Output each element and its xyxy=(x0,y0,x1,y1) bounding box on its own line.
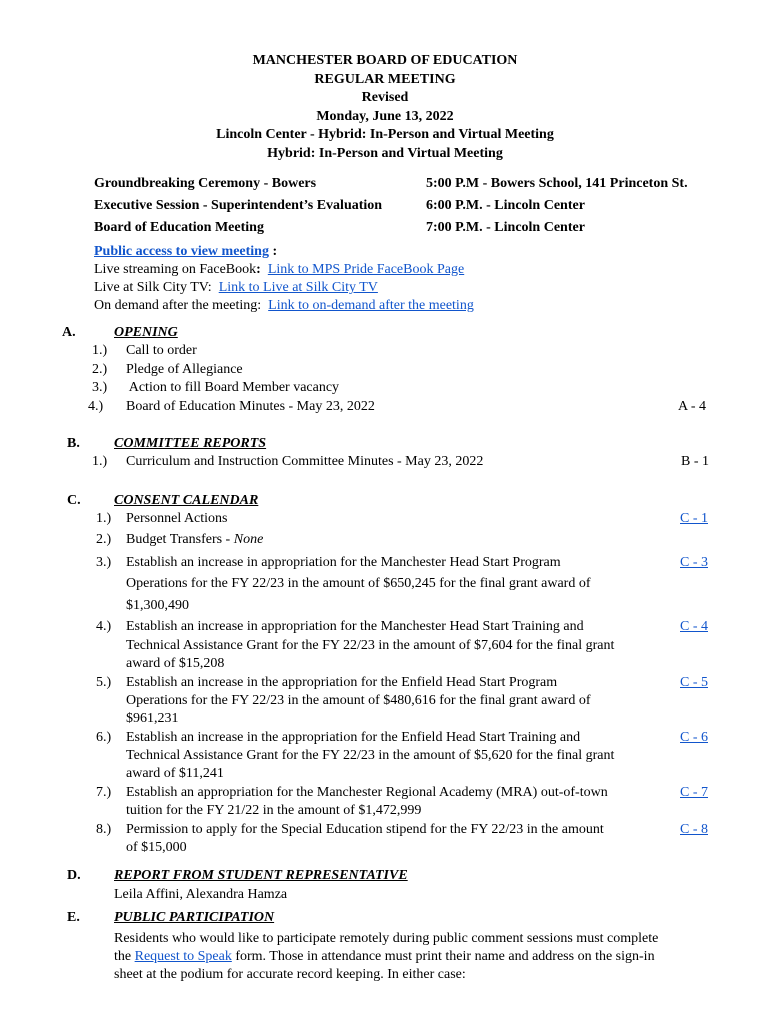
section-letter: A. xyxy=(62,325,76,340)
item-number: 3.) xyxy=(92,380,108,395)
item-reference-link[interactable]: C - 5 xyxy=(680,675,708,690)
facebook-line xyxy=(94,261,464,279)
item-number: 2.) xyxy=(96,532,112,547)
item-number: 3.) xyxy=(96,555,112,570)
item-text: Call to order xyxy=(126,343,197,358)
item-text: Establish an increase in the appropriation for the Enfield Head Start Training and xyxy=(126,730,581,745)
schedule-time: 5:00 P.M - Bowers School, 141 Princeton St. xyxy=(426,176,688,191)
section-title: OPENING xyxy=(114,325,178,340)
item-text: Budget Transfers - None xyxy=(126,532,264,547)
participation-text: sheet at the podium for accurate record keeping. In either case: xyxy=(114,967,466,982)
item-text: of $15,000 xyxy=(126,840,187,855)
item-text: $1,300,490 xyxy=(126,598,189,613)
item-text: Personnel Actions xyxy=(126,511,228,526)
item-reference-link[interactable]: C - 6 xyxy=(680,730,708,745)
public-access-heading xyxy=(94,243,277,261)
item-number: 1.) xyxy=(96,511,112,526)
section-title: REPORT FROM STUDENT REPRESENTATIVE xyxy=(114,868,408,883)
item-text: tuition for the FY 21/22 in the amount of $1,472,999 xyxy=(126,803,422,818)
section-letter: B. xyxy=(67,436,80,451)
header-format: Hybrid: In-Person and Virtual Meeting xyxy=(267,145,503,161)
item-reference-link[interactable]: C - 4 xyxy=(680,619,708,634)
item-reference: B - 1 xyxy=(681,454,709,469)
item-text: Operations for the FY 22/23 in the amount of $650,245 for the final grant award of xyxy=(126,576,591,591)
header-location: Lincoln Center - Hybrid: In-Person and Virtual Meeting xyxy=(216,127,554,142)
request-to-speak-link[interactable]: Request to Speak xyxy=(134,949,232,964)
on-demand-label: On demand after the meeting: xyxy=(94,298,262,313)
item-text: Technical Assistance Grant for the FY 22/23 in the amount of $7,604 for the final grant xyxy=(126,638,615,653)
header-date: Monday, June 13, 2022 xyxy=(316,108,454,124)
item-number: 5.) xyxy=(96,675,112,690)
item-number: 1.) xyxy=(92,343,108,358)
item-number: 6.) xyxy=(96,730,112,745)
item-text: Establish an increase in appropriation for the Manchester Head Start Training and xyxy=(126,619,584,634)
item-text: Pledge of Allegiance xyxy=(126,362,243,377)
section-title: PUBLIC PARTICIPATION xyxy=(114,910,275,925)
participation-text: Residents who would like to participate remotely during public comment sessions must complete xyxy=(114,931,659,946)
facebook-colon: : xyxy=(256,262,261,277)
schedule-event: Groundbreaking Ceremony - Bowers xyxy=(94,176,317,191)
participation-text: the Request to Speak form. Those in attendance must print their name and address on the sign-in xyxy=(114,949,655,964)
schedule-event: Executive Session - Superintendent’s Evaluation xyxy=(94,198,383,213)
silk-city-label: Live at Silk City TV: xyxy=(94,280,212,295)
item-number: 1.) xyxy=(92,454,108,469)
section-title: CONSENT CALENDAR xyxy=(114,493,259,508)
student-names: Leila Affini, Alexandra Hamza xyxy=(114,887,288,902)
public-access-colon: : xyxy=(268,244,278,259)
section-letter: D. xyxy=(67,868,81,883)
schedule-event: Board of Education Meeting xyxy=(94,220,264,235)
section-title: COMMITTEE REPORTS xyxy=(114,436,267,451)
item-reference-link[interactable]: C - 7 xyxy=(680,785,708,800)
on-demand-line xyxy=(94,297,474,315)
item-text: Operations for the FY 22/23 in the amount of $480,616 for the final grant award of xyxy=(126,693,591,708)
item-text: award of $15,208 xyxy=(126,656,225,671)
section-letter: C. xyxy=(67,493,81,508)
silk-city-link[interactable]: Link to Live at Silk City TV xyxy=(218,280,378,295)
facebook-link[interactable]: Link to MPS Pride FaceBook Page xyxy=(267,262,465,277)
schedule-time: 6:00 P.M. - Lincoln Center xyxy=(426,198,585,213)
facebook-label: Live streaming on FaceBook xyxy=(94,262,257,277)
item-text: $961,231 xyxy=(126,711,179,726)
item-text: Action to fill Board Member vacancy xyxy=(126,380,340,395)
item-text: Establish an increase in the appropriation for the Enfield Head Start Program xyxy=(126,675,558,690)
item-text: award of $11,241 xyxy=(126,766,224,781)
item-reference: A - 4 xyxy=(678,399,706,414)
item-number: 4.) xyxy=(96,619,112,634)
item-text: Establish an increase in appropriation for the Manchester Head Start Program xyxy=(126,555,561,570)
item-number: 7.) xyxy=(96,785,112,800)
item-text: Permission to apply for the Special Education stipend for the FY 22/23 in the amount xyxy=(126,822,604,837)
item-number: 8.) xyxy=(96,822,112,837)
item-text: Curriculum and Instruction Committee Minutes - May 23, 2022 xyxy=(126,454,484,469)
item-reference-link[interactable]: C - 1 xyxy=(680,511,708,526)
item-reference-link[interactable]: C - 8 xyxy=(680,822,708,837)
document-header xyxy=(0,52,770,163)
item-reference-link[interactable]: C - 3 xyxy=(680,555,708,570)
public-access-link[interactable]: Public access to view meeting xyxy=(94,244,269,259)
header-title: MANCHESTER BOARD OF EDUCATION xyxy=(252,53,518,68)
item-number: 4.) xyxy=(88,399,104,414)
item-text: Technical Assistance Grant for the FY 22/23 in the amount of $5,620 for the final grant xyxy=(126,748,615,763)
item-text: Establish an appropriation for the Manchester Regional Academy (MRA) out-of-town xyxy=(126,785,608,800)
header-revised: Revised xyxy=(361,90,409,105)
item-text: Board of Education Minutes - May 23, 2022 xyxy=(126,399,375,414)
section-letter: E. xyxy=(67,910,80,925)
schedule-time: 7:00 P.M. - Lincoln Center xyxy=(426,220,585,235)
header-meeting-type: REGULAR MEETING xyxy=(314,71,456,87)
item-number: 2.) xyxy=(92,362,108,377)
on-demand-link[interactable]: Link to on-demand after the meeting xyxy=(268,298,474,313)
silk-city-line xyxy=(94,279,378,297)
